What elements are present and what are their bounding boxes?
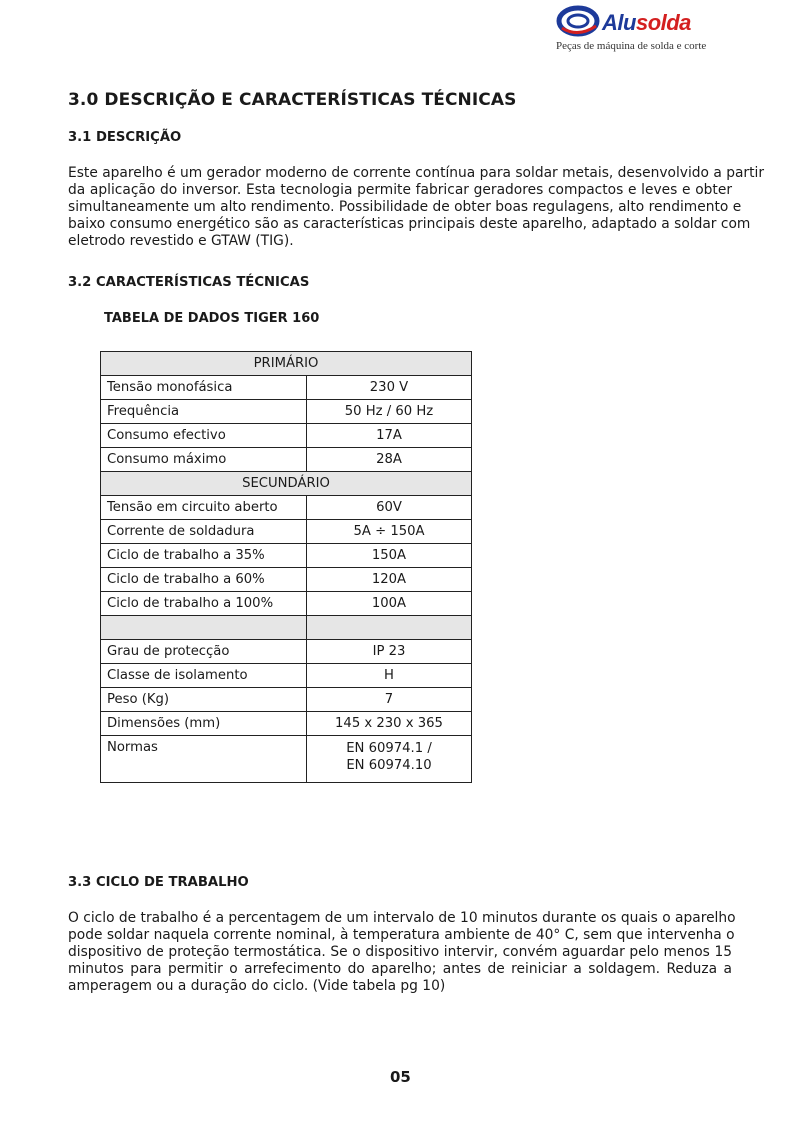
table-row	[101, 712, 472, 736]
page-heading: 3.0 DESCRIÇÃO E CARACTERÍSTICAS TÉCNICAS	[68, 90, 517, 110]
logo-brand-part2: solda	[635, 10, 691, 35]
row-value: 28A	[307, 448, 472, 472]
row-value: 50 Hz / 60 Hz	[307, 400, 472, 424]
table-row	[101, 736, 472, 783]
row-value: 5A ÷ 150A	[307, 520, 472, 544]
row-label: Normas	[101, 736, 307, 783]
table-row	[101, 640, 472, 664]
paragraph-line: amperagem ou a duração do ciclo. (Vide tabela pg 10)	[68, 978, 446, 994]
row-value: 60V	[307, 496, 472, 520]
primary-header: PRIMÁRIO	[101, 352, 472, 376]
table-row	[101, 592, 472, 616]
paragraph-line: dispositivo de proteção termostática. Se o dispositivo intervir, convém aguardar pelo menos 15	[68, 944, 732, 960]
table-row	[101, 664, 472, 688]
table-section-row	[101, 472, 472, 496]
row-label: Tensão em circuito aberto	[101, 496, 307, 520]
row-value: 120A	[307, 568, 472, 592]
row-value: 150A	[307, 544, 472, 568]
table-row	[101, 376, 472, 400]
row-label: Ciclo de trabalho a 35%	[101, 544, 307, 568]
norms-line-1: EN 60974.1 /	[346, 741, 432, 756]
row-value: H	[307, 664, 472, 688]
row-label: Frequência	[101, 400, 307, 424]
section-duty-cycle-title: 3.3 CICLO DE TRABALHO	[68, 875, 249, 890]
row-value: 7	[307, 688, 472, 712]
brand-logo	[556, 4, 756, 54]
page-number: 05	[390, 1068, 411, 1086]
logo-swoosh-icon	[556, 4, 602, 40]
row-label: Peso (Kg)	[101, 688, 307, 712]
table-row	[101, 688, 472, 712]
row-label: Consumo efectivo	[101, 424, 307, 448]
row-value	[307, 736, 472, 783]
row-value: 145 x 230 x 365	[307, 712, 472, 736]
row-label: Consumo máximo	[101, 448, 307, 472]
row-value: 100A	[307, 592, 472, 616]
section-description-title: 3.1 DESCRIÇÃO	[68, 130, 182, 145]
section-specs-title: 3.2 CARACTERÍSTICAS TÉCNICAS	[68, 275, 310, 290]
secondary-header: SECUNDÁRIO	[101, 472, 472, 496]
paragraph-line: baixo consumo energético são as características principais deste aparelho, adaptado a soldar com	[68, 216, 751, 232]
table-row	[101, 544, 472, 568]
paragraph-line: Este aparelho é um gerador moderno de corrente contínua para soldar metais, desenvolvido a partir	[68, 165, 765, 181]
row-value: 17A	[307, 424, 472, 448]
row-label: Tensão monofásica	[101, 376, 307, 400]
logo-wordmark	[602, 10, 691, 36]
row-label: Classe de isolamento	[101, 664, 307, 688]
specs-table	[100, 351, 472, 783]
duty-cycle-paragraph	[68, 910, 736, 995]
paragraph-line: da aplicação do inversor. Esta tecnologia permite fabricar geradores compactos e leves e obter	[68, 182, 732, 198]
row-label: Ciclo de trabalho a 60%	[101, 568, 307, 592]
row-label: Ciclo de trabalho a 100%	[101, 592, 307, 616]
row-value: IP 23	[307, 640, 472, 664]
table-row	[101, 520, 472, 544]
row-label: Grau de protecção	[101, 640, 307, 664]
description-paragraph	[68, 165, 765, 250]
logo-brand-part1: Alu	[602, 10, 636, 35]
paragraph-line: minutos para permitir o arrefecimento do aparelho; antes de reiniciar a soldagem. Reduza a	[68, 961, 732, 977]
logo-tagline: Peças de máquina de solda e corte	[556, 40, 707, 52]
row-value: 230 V	[307, 376, 472, 400]
blank-cell	[307, 616, 472, 640]
paragraph-line: O ciclo de trabalho é a percentagem de um intervalo de 10 minutos durante os quais o aparelho	[68, 910, 736, 926]
blank-cell	[101, 616, 307, 640]
table-row	[101, 400, 472, 424]
paragraph-line: eletrodo revestido e GTAW (TIG).	[68, 233, 294, 249]
table-title: TABELA DE DADOS TIGER 160	[104, 311, 320, 326]
paragraph-line: pode soldar naquela corrente nominal, à temperatura ambiente de 40° C, sem que intervenha o	[68, 927, 735, 943]
table-row	[101, 568, 472, 592]
row-label: Corrente de soldadura	[101, 520, 307, 544]
table-row	[101, 496, 472, 520]
table-blank-row	[101, 616, 472, 640]
norms-line-2: EN 60974.10	[346, 758, 432, 773]
paragraph-line: simultaneamente um alto rendimento. Possibilidade de obter boas regulagens, alto rendimento e	[68, 199, 742, 215]
row-label: Dimensões (mm)	[101, 712, 307, 736]
table-row	[101, 448, 472, 472]
table-row	[101, 424, 472, 448]
table-section-row	[101, 352, 472, 376]
